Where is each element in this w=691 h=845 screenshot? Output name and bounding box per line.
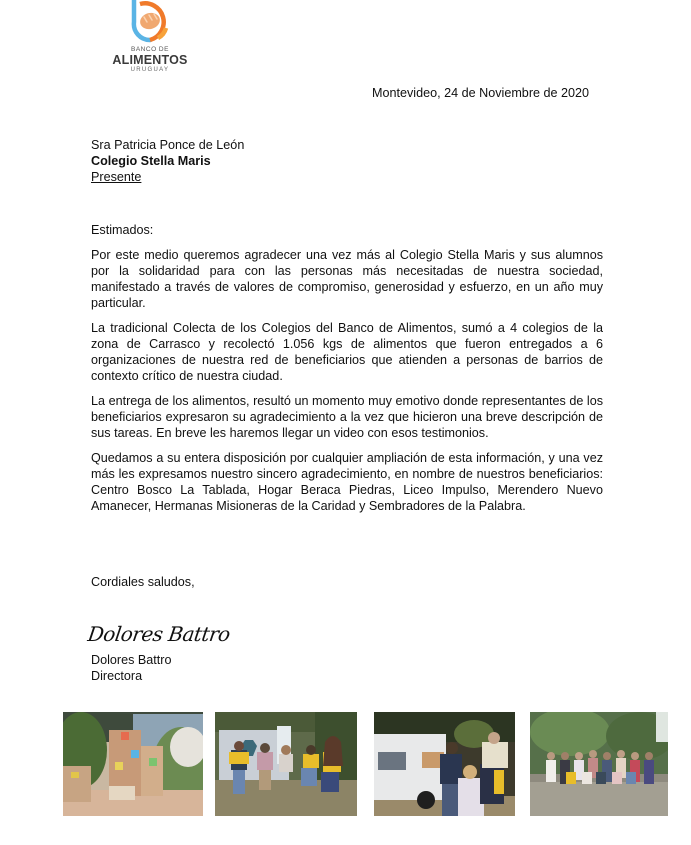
signer-block bbox=[91, 652, 172, 684]
paragraph-delivery: La entrega de los alimentos, resultó un momento muy emotivo donde representantes de los beneficiarios expresaron su agradecimiento a la vez que hicieron una breve descripción de sus tareas. En breve les haremos llegar un video con esos testimonios. bbox=[91, 394, 603, 440]
letter-date: Montevideo, 24 de Noviembre de 2020 bbox=[372, 86, 590, 100]
bread-logo-icon bbox=[128, 0, 172, 44]
signer-name: Dolores Battro bbox=[91, 653, 172, 667]
recipient-name: Sra Patricia Ponce de León bbox=[91, 138, 245, 152]
letter-body bbox=[91, 222, 603, 523]
paragraph-beneficiaries: Quedamos a su entera disposición por cualquier ampliación de esta información, y una vez más les expresamos nuestro sincero agradecimiento, en nombre de nuestros beneficiarios: Centro Bosco La Tablada, Hogar Beraca Piedras, Liceo Impulso, Merendero Nuevo Amanecer, Hermanas Misioneras de la Caridad y Sembradores de la Palabra. bbox=[91, 451, 603, 513]
logo-text-uruguay: URUGUAY bbox=[130, 67, 170, 73]
photo-truck-delivery bbox=[374, 712, 515, 816]
handwritten-signature: Dolores Battro bbox=[86, 622, 232, 646]
signer-title: Directora bbox=[91, 669, 143, 683]
recipient-presente: Presente bbox=[91, 170, 142, 184]
recipient-block bbox=[91, 137, 244, 185]
closing: Cordiales saludos, bbox=[91, 575, 195, 589]
photo-donated-boxes bbox=[63, 712, 203, 816]
letterhead-logo bbox=[108, 0, 192, 78]
logo-text-banco-de: BANCO DE bbox=[131, 46, 169, 53]
paragraph-collection: La tradicional Colecta de los Colegios del Banco de Alimentos, sumó a 4 colegios de la zona de Carrasco y recolectó 1.056 kgs de alimentos que fueron entregados a 6 organizaciones de nuestra red de beneficiarios que atienden a personas de barrios de contexto crítico de nuestra ciudad. bbox=[91, 321, 603, 383]
recipient-organization: Colegio Stella Maris bbox=[91, 154, 211, 168]
photo-group bbox=[530, 712, 668, 816]
photo-students-meeting bbox=[215, 712, 357, 816]
logo-text-alimentos: ALIMENTOS bbox=[112, 53, 188, 67]
greeting: Estimados: bbox=[91, 223, 154, 237]
paragraph-thanks: Por este medio queremos agradecer una vez más al Colegio Stella Maris y sus alumnos por la solidaridad para con las personas más necesitadas de nuestra sociedad, manifestado a través de valores de compromiso, generosidad y esfuerzo, en un año muy particular. bbox=[91, 248, 603, 310]
